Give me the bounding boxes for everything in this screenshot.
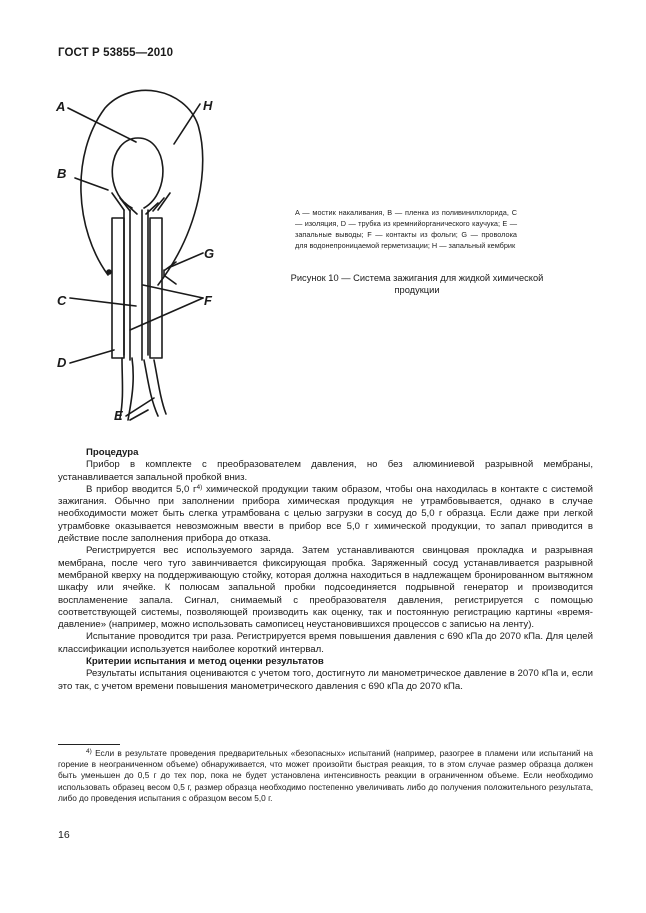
figure-caption: Рисунок 10 — Система зажигания для жидкой химической продукции xyxy=(290,273,544,295)
silicone-tube-left xyxy=(112,218,124,358)
ignition-system-diagram xyxy=(40,80,230,440)
footnote-divider xyxy=(58,744,120,745)
footnote-ref: 4) xyxy=(196,483,203,491)
footnote: $^{4)}$ Если в результате проведения предварительных «безопасных» испытаний (например, разогрее в пламени или испытаний на горение в неограниченном объеме) обнаруживается, что может произойти быстрая реакция, то в этом случае размер образца должен быть уменьшен до 0,5 г до тех пор, пока не будет установлена интенсивность реакции в ограниченном объеме. Если необходимо использовать образец весом 0,5 г, размер образца необходимо постепенно увеличивать либо до получения положительного результата, либо до проведения испытания с образцом весом 5,0 г. xyxy=(58,748,593,803)
label-F: F xyxy=(204,293,212,308)
label-C: C xyxy=(57,293,67,308)
paragraph-5: Результаты испытания оцениваются с учетом того, достигнуто ли манометрическое давление в 2070 кПа и, если это так, с учетом времени повышения манометрического давления с 690 кПа до 2070 кПа. xyxy=(58,668,593,692)
body-text xyxy=(58,447,593,693)
label-H: H xyxy=(203,98,213,113)
paragraph-3: Регистрируется вес используемого заряда. Затем устанавливаются свинцовая прокладка и разрывная мембрана, после чего туго завинчивается фиксирующая пробка. Заряженный сосуд устанавливается разрывной мембраной кверху на поддерживающую стойку, которая должна находиться в надлежащем бронированном вытяжном шкафу или ячейке. К полюсам запальной пробки подсоединяется подрывной генератор и производится воспламенение запала. Сигнал, снимаемый с преобразователя давления, регистрируется с помощью соответствующей системы, позволяющей производить как оценку, так и постоянную регистрацию картины «время-давление» (например, можно использовать самописец неустановившихся процессов с записью на ленту). xyxy=(58,545,593,631)
page-number: 16 xyxy=(58,829,70,841)
label-D: D xyxy=(57,355,67,370)
document-header: ГОСТ Р 53855—2010 xyxy=(58,47,174,59)
figure-legend: A — мостик накаливания, B — пленка из поливинилхлорида, C — изоляция, D — трубка из кремнийорганического каучука; E — запальные выводы; F — контакты из фольги; G — проволока для водонепроницаемой герметизации; H — запальный кембрик xyxy=(295,208,517,250)
heading-procedure: Процедура xyxy=(86,447,139,458)
paragraph-2: В прибор вводится 5,0 $г^{4)}$ химической продукции таким образом, чтобы она находилась в контакте с системой зажигания. Обычно при заполнении прибора химическая продукция не утрамбовывается, однако в случае необходимости может быть слегка утрамбована с целью загрузки в сосуд до 5,0 г образца. Если даже при легкой утрамбовке оказывается невозможным ввести в прибор все 5,0 г химической продукции, то запал приводится в действие после заполнения прибора до отказа. xyxy=(58,483,593,545)
label-E: E xyxy=(114,408,123,423)
foil-contacts xyxy=(130,210,142,360)
heading-criteria: Критерии испытания и метод оценки результатов xyxy=(86,656,324,668)
insulation xyxy=(124,210,148,355)
label-A: A xyxy=(56,99,66,114)
paragraph-1: Прибор в комплекте с преобразователем давления, но без алюминиевой разрывной мембраны, устанавливается запальной пробкой вниз. xyxy=(58,459,593,483)
label-G: G xyxy=(204,246,215,261)
label-B: B xyxy=(57,166,67,181)
paragraph-4: Испытание проводится три раза. Регистрируется время повышения давления с 690 кПа до 2070 кПа. Для целей классификации используется наиболее короткий интервал. xyxy=(58,631,593,655)
fuse-cambric xyxy=(112,193,170,214)
